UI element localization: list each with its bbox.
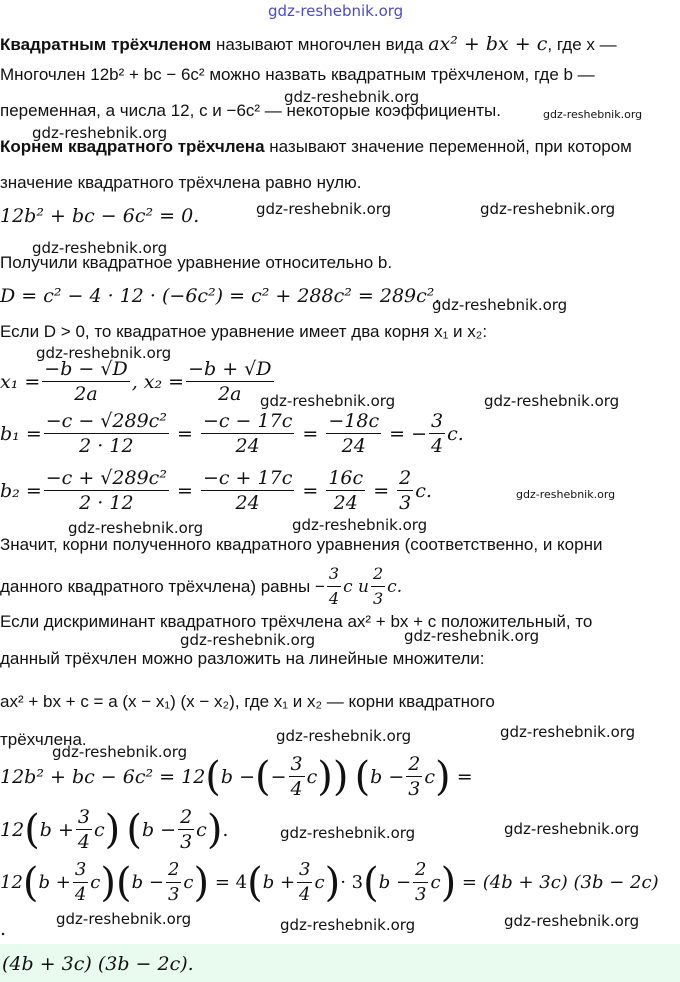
step1-fraction-2	[406, 752, 422, 801]
step3-result: = (4b + 3c) (3b − 2c)	[461, 872, 659, 893]
x1-label: x₁ =	[0, 370, 41, 393]
fraction-numerator: 2	[399, 467, 412, 489]
watermark: gdz-reshebnik.org	[500, 723, 636, 741]
answer-box	[0, 944, 680, 982]
root-b2-calculation: b₂ = $\frac{\text{−c + √289c²}}{2 \cdot 12}$ = $\frac{-c + 17c}{24}$ = $\frac{16c}{24}$ = $\frac{2}{3}$ c.	[0, 467, 432, 514]
fraction-denominator: 2 · 12	[79, 492, 134, 514]
trinomial-general-form: ax² + bx + c	[428, 33, 548, 55]
step1-b-minus: b −	[220, 765, 256, 788]
definition-paragraph	[0, 33, 617, 56]
watermark: gdz-reshebnik.org	[480, 200, 616, 218]
root-definition-line-2: значение квадратного трёхчлена равно нулю.	[0, 173, 362, 192]
fraction-denominator: 3	[180, 831, 193, 853]
definition-tail: , где x —	[547, 35, 617, 54]
x2-label: , x₂ =	[131, 370, 185, 393]
b1-label: b₁ =	[0, 422, 42, 445]
watermark: gdz-reshebnik.org	[56, 910, 192, 928]
x2-denominator: 2a	[218, 383, 242, 405]
b2-tail: c.	[415, 479, 432, 502]
conclusion-mid: c и	[343, 576, 369, 597]
watermark: gdz-reshebnik.org	[32, 239, 168, 257]
watermark: gdz-reshebnik.org	[280, 824, 416, 842]
factorization-step-3: 12 ( b + $\frac{3}{4}$ c ) ( b − $\frac{2}{3}$ c ) = 4 ( b + $\frac{3}{4}$ c ) · 3 ( b − $\frac{2}{3}$ c ) = (4b + 3c) (3b − 2c)	[0, 859, 659, 906]
fraction-denominator: 3	[399, 492, 412, 514]
example-line-1: Многочлен 12b² + bc − 6c² можно назвать квадратным трёхчленом, где b —	[0, 65, 595, 84]
fraction-numerator: −c + √289c²	[45, 467, 167, 489]
step3-eq4: = 4	[214, 872, 248, 893]
conclusion-text: данного квадратного трёхчлена) равны −	[0, 576, 325, 596]
fraction-numerator: 3	[431, 410, 444, 432]
fraction-denominator: 4	[290, 778, 303, 800]
step3-fraction-3: $\frac{3}{4}$	[299, 859, 311, 905]
roots-conclusion-line-1: Значит, корни полученного квадратного уравнения (соответственно, и корни	[0, 535, 603, 554]
equation-note: Получили квадратное уравнение относительно b.	[0, 253, 393, 272]
fraction-denominator: 3	[408, 778, 421, 800]
step3-b-plus: b +	[38, 872, 71, 893]
step2-b-minus: b −	[141, 818, 177, 841]
definition-text: называют многочлен вида	[215, 35, 424, 54]
step1-c2: c	[424, 765, 436, 788]
b1-tail: c.	[447, 422, 464, 445]
step1-start: 12b² + bc − 6c² = 12	[0, 765, 206, 788]
fraction-numerator: −c + 17c	[202, 467, 293, 489]
watermark: gdz-reshebnik.org	[36, 344, 172, 362]
step1-fraction-1	[289, 752, 305, 801]
term-quadratic-trinomial: Квадратным трёхчленом	[0, 35, 212, 54]
fraction-numerator: 16c	[328, 467, 364, 489]
answer-text: (4b + 3c) (3b − 2c).	[2, 953, 194, 975]
watermark: gdz-reshebnik.org	[284, 88, 420, 106]
fraction-denominator: 4	[74, 884, 87, 905]
b2-fraction-1	[44, 466, 169, 515]
fraction-denominator: 4	[431, 435, 444, 457]
step1-eq: =	[456, 765, 473, 788]
fraction-numerator: −c − 17c	[202, 410, 293, 432]
step3-start: 12	[0, 872, 23, 893]
fraction-numerator: 3	[290, 753, 303, 775]
fraction-denominator: 4	[77, 831, 91, 853]
watermark: gdz-reshebnik.org	[404, 627, 540, 645]
watermark: gdz-reshebnik.org	[68, 519, 204, 537]
factorization-formula-line-2: трёхчлена.	[0, 730, 87, 749]
roots-formula	[0, 357, 276, 406]
step2-fraction-2	[178, 805, 194, 854]
factorization-step-2: 12 ( b + $\frac{3}{4}$ c ) ( b − $\frac{2}{3}$ c ) .	[0, 806, 229, 853]
watermark: gdz-reshebnik.org	[516, 488, 616, 501]
step3-fraction-2	[166, 858, 181, 907]
factorization-rule-line-1: Если дискриминант квадратного трёхчлена ax² + bx + c положительный, то	[0, 612, 593, 631]
watermark: gdz-reshebnik.org	[32, 124, 168, 142]
fraction-denominator: 24	[235, 492, 260, 514]
step2-fraction-1	[76, 805, 92, 854]
step2-c: c	[94, 818, 105, 841]
b1-fraction-1	[44, 409, 169, 458]
step3-fraction-1	[73, 858, 88, 907]
fraction-denominator: 4	[328, 589, 340, 608]
step3-dot3: · 3	[340, 872, 364, 893]
watermark: gdz-reshebnik.org	[276, 727, 412, 745]
step3-fraction-4: $\frac{2}{3}$	[415, 859, 427, 905]
fraction-numerator: 2	[166, 858, 181, 883]
fraction-denominator: 3	[372, 589, 384, 608]
watermark: gdz-reshebnik.org	[484, 392, 620, 410]
term-trinomial-root: Корнем квадратного трёхчлена	[0, 137, 265, 156]
fraction-denominator: 24	[341, 435, 366, 457]
watermark: gdz-reshebnik.org	[504, 820, 640, 838]
watermark: gdz-reshebnik.org	[180, 631, 316, 649]
quadratic-equation: 12b² + bc − 6c² = 0.	[0, 205, 200, 227]
b1-fraction-4	[429, 409, 445, 458]
root-definition-line-1	[0, 136, 632, 158]
discriminant-calculation: D = c² − 4 · 12 · (−6c²) = c² + 288c² = 289c².	[0, 285, 441, 307]
fraction-denominator: 2 · 12	[79, 435, 134, 457]
watermark: gdz-reshebnik.org	[504, 912, 640, 930]
fraction-numerator: 3	[77, 806, 91, 828]
x1-fraction	[42, 357, 129, 406]
x1-denominator: 2a	[74, 383, 98, 405]
b2-label: b₂ =	[0, 479, 42, 502]
two-roots-condition: Если D > 0, то квадратное уравнение имеет два корня x₁ и x₂:	[0, 322, 488, 341]
watermark: gdz-reshebnik.org	[256, 200, 392, 218]
fraction-denominator: 24	[235, 435, 260, 457]
root-definition-text: называют значение переменной, при котором	[269, 137, 632, 156]
x2-numerator: −b + √D	[188, 358, 272, 380]
fraction-numerator: 2	[180, 806, 193, 828]
step1-neg: −	[270, 765, 287, 788]
conclusion-end: c.	[387, 576, 403, 597]
b2-fraction-3	[326, 466, 365, 515]
fraction-numerator: 2	[371, 562, 385, 587]
watermark-top: gdz-reshebnik.org	[268, 2, 404, 20]
step2-end: .	[222, 818, 229, 841]
b2-fraction-4	[397, 466, 413, 515]
step2-b-plus: b +	[39, 818, 74, 841]
fraction-denominator: 3	[167, 884, 180, 905]
fraction-numerator: 3	[73, 858, 88, 883]
watermark: gdz-reshebnik.org	[543, 108, 643, 121]
example-line-2: переменная, а числа 12, c и −6c² — некоторые коэффициенты.	[0, 101, 501, 120]
watermark: gdz-reshebnik.org	[292, 516, 428, 534]
root-fraction-a	[327, 562, 341, 611]
factorization-formula-line-1: ax² + bx + c = a (x − x₁) (x − x₂), где x₁ и x₂ — корни квадратного	[0, 692, 495, 711]
fraction-numerator: −18c	[328, 410, 380, 432]
x1-numerator: −b − √D	[44, 358, 128, 380]
fraction-numerator: 3	[327, 562, 341, 587]
step1-c1: c	[306, 765, 318, 788]
root-fraction-b	[371, 562, 385, 611]
step3-b-minus: b −	[131, 872, 164, 893]
fraction-numerator: 2	[408, 753, 421, 775]
step2-start: 12	[0, 818, 25, 841]
fraction-denominator: 24	[333, 492, 358, 514]
watermark: gdz-reshebnik.org	[52, 743, 188, 761]
root-b1-calculation: b₁ = $\frac{\text{−c − √289c²}}{2 \cdot 12}$ = $\frac{-c - 17c}{24}$ = $\frac{-18c}{24}$ = − $\frac{3}{4}$ c.	[0, 410, 464, 457]
b1-sign: = −	[389, 422, 428, 445]
factorization-rule-line-2: данный трёхчлен можно разложить на линейные множители:	[0, 649, 485, 668]
step3-trailing-dot: .	[0, 918, 7, 940]
watermark: gdz-reshebnik.org	[260, 392, 396, 410]
b1-fraction-3	[326, 409, 381, 458]
b1-fraction-2	[201, 409, 294, 458]
b2-fraction-2	[201, 466, 294, 515]
factorization-step-1: 12b² + bc − 6c² = 12 ( b − ( − $\frac{3}{4}$ c ) ) ( b − $\frac{2}{3}$ c ) =	[0, 753, 473, 800]
roots-conclusion-line-2	[0, 562, 402, 611]
watermark: gdz-reshebnik.org	[280, 916, 416, 934]
fraction-numerator: −c − √289c²	[45, 410, 167, 432]
watermark: gdz-reshebnik.org	[432, 296, 568, 314]
